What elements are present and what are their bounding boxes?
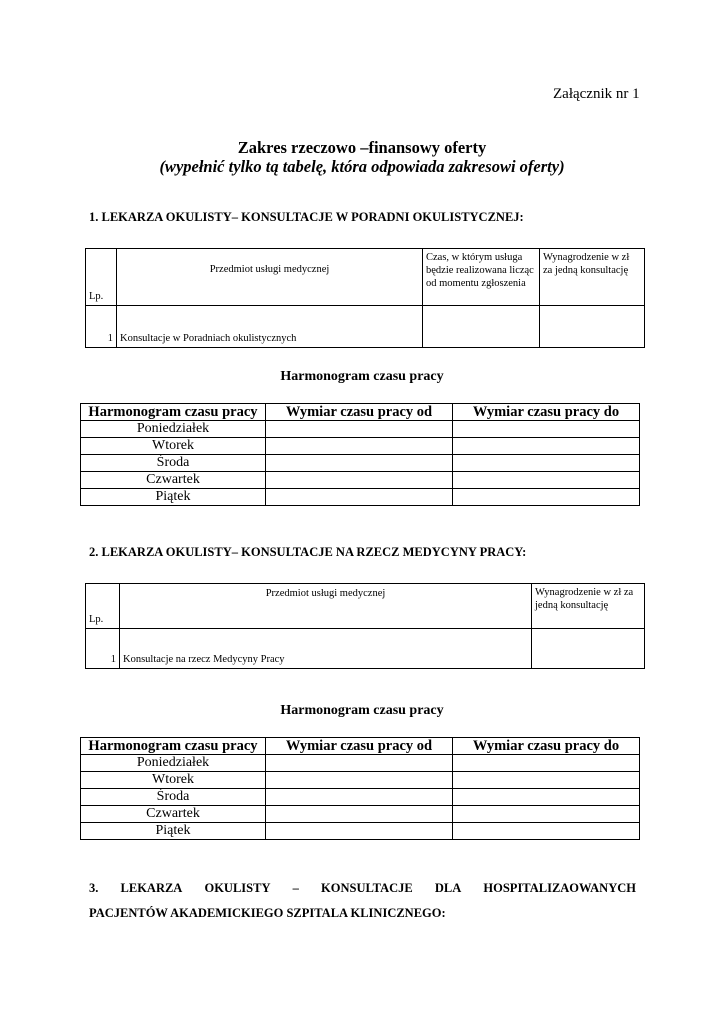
section3-word: – [292, 881, 299, 895]
schedule-to-cell [453, 489, 640, 506]
section2-schedule-title: Harmonogram czasu pracy [280, 703, 444, 718]
row-time-cell [423, 306, 540, 348]
section1-heading: 1. LEKARZA OKULISTY– KONSULTACJE W PORADNI OKULISTYCZNEJ: [89, 210, 524, 224]
schedule-from-cell [266, 755, 453, 772]
col-lp-header: Lp. [86, 584, 120, 629]
section1-service-table [85, 248, 645, 348]
schedule-to-cell [453, 789, 640, 806]
schedule-to-cell [453, 755, 640, 772]
section3-word: HOSPITALIZAOWANYCH [483, 881, 636, 895]
schedule-day: Czwartek [81, 472, 266, 489]
schedule-to-cell [453, 472, 640, 489]
schedule-day: Poniedziałek [81, 755, 266, 772]
section1-schedule-table [80, 403, 640, 506]
schedule-from-cell [266, 789, 453, 806]
schedule-header: Harmonogram czasu pracy [81, 738, 266, 755]
schedule-to-cell [453, 455, 640, 472]
section1-schedule-title: Harmonogram czasu pracy [280, 369, 444, 384]
schedule-day: Czwartek [81, 806, 266, 823]
schedule-day: Piątek [81, 489, 266, 506]
schedule-day: Poniedziałek [81, 421, 266, 438]
schedule-day: Środa [81, 789, 266, 806]
section2-service-table [85, 583, 645, 669]
schedule-header: Wymiar czasu pracy od [266, 404, 453, 421]
schedule-from-cell [266, 806, 453, 823]
col-time-header: Czas, w którym usługa będzie realizowana licząc od momentu zgłoszenia [423, 249, 540, 306]
col-subject-header: Przedmiot usługi medycznej [120, 584, 532, 629]
section3-heading [89, 876, 636, 926]
schedule-from-cell [266, 489, 453, 506]
schedule-to-cell [453, 823, 640, 840]
schedule-header: Wymiar czasu pracy do [453, 738, 640, 755]
section3-word: 3. [89, 881, 99, 895]
schedule-day: Wtorek [81, 772, 266, 789]
schedule-day: Wtorek [81, 438, 266, 455]
row-number: 1 [86, 306, 117, 348]
section2-schedule-table [80, 737, 640, 840]
schedule-header: Harmonogram czasu pracy [81, 404, 266, 421]
schedule-to-cell [453, 806, 640, 823]
page-subtitle: (wypełnić tylko tą tabelę, która odpowiada zakresowi oferty) [159, 157, 565, 176]
page-title: Zakres rzeczowo –finansowy oferty [237, 138, 487, 157]
section3-word: DLA [434, 881, 462, 895]
row-number: 1 [86, 629, 120, 669]
schedule-from-cell [266, 472, 453, 489]
section3-word: OKULISTY [204, 881, 271, 895]
schedule-day: Piątek [81, 823, 266, 840]
col-lp-header: Lp. [86, 249, 117, 306]
schedule-to-cell [453, 438, 640, 455]
schedule-to-cell [453, 772, 640, 789]
row-pay-cell [540, 306, 645, 348]
schedule-header: Wymiar czasu pracy od [266, 738, 453, 755]
schedule-from-cell [266, 438, 453, 455]
section3-heading-line1 [89, 876, 636, 901]
col-subject-header: Przedmiot usługi medycznej [117, 249, 423, 306]
schedule-to-cell [453, 421, 640, 438]
row-subject: Konsultacje w Poradniach okulistycznych [117, 306, 423, 348]
annex-label: Załącznik nr 1 [553, 86, 640, 102]
section3-word: LEKARZA [120, 881, 183, 895]
row-subject: Konsultacje na rzecz Medycyny Pracy [120, 629, 532, 669]
section3-word: KONSULTACJE [321, 881, 413, 895]
schedule-from-cell [266, 772, 453, 789]
schedule-header: Wymiar czasu pracy do [453, 404, 640, 421]
schedule-from-cell [266, 455, 453, 472]
schedule-from-cell [266, 823, 453, 840]
col-pay-header: Wynagrodzenie w zł za jedną konsultację [532, 584, 645, 629]
schedule-day: Środa [81, 455, 266, 472]
col-pay-header: Wynagrodzenie w zł za jedną konsultację [540, 249, 645, 306]
section2-heading: 2. LEKARZA OKULISTY– KONSULTACJE NA RZECZ MEDYCYNY PRACY: [89, 545, 527, 559]
row-pay-cell [532, 629, 645, 669]
schedule-from-cell [266, 421, 453, 438]
section3-heading-line2: PACJENTÓW AKADEMICKIEGO SZPITALA KLINICZNEGO: [89, 906, 446, 920]
